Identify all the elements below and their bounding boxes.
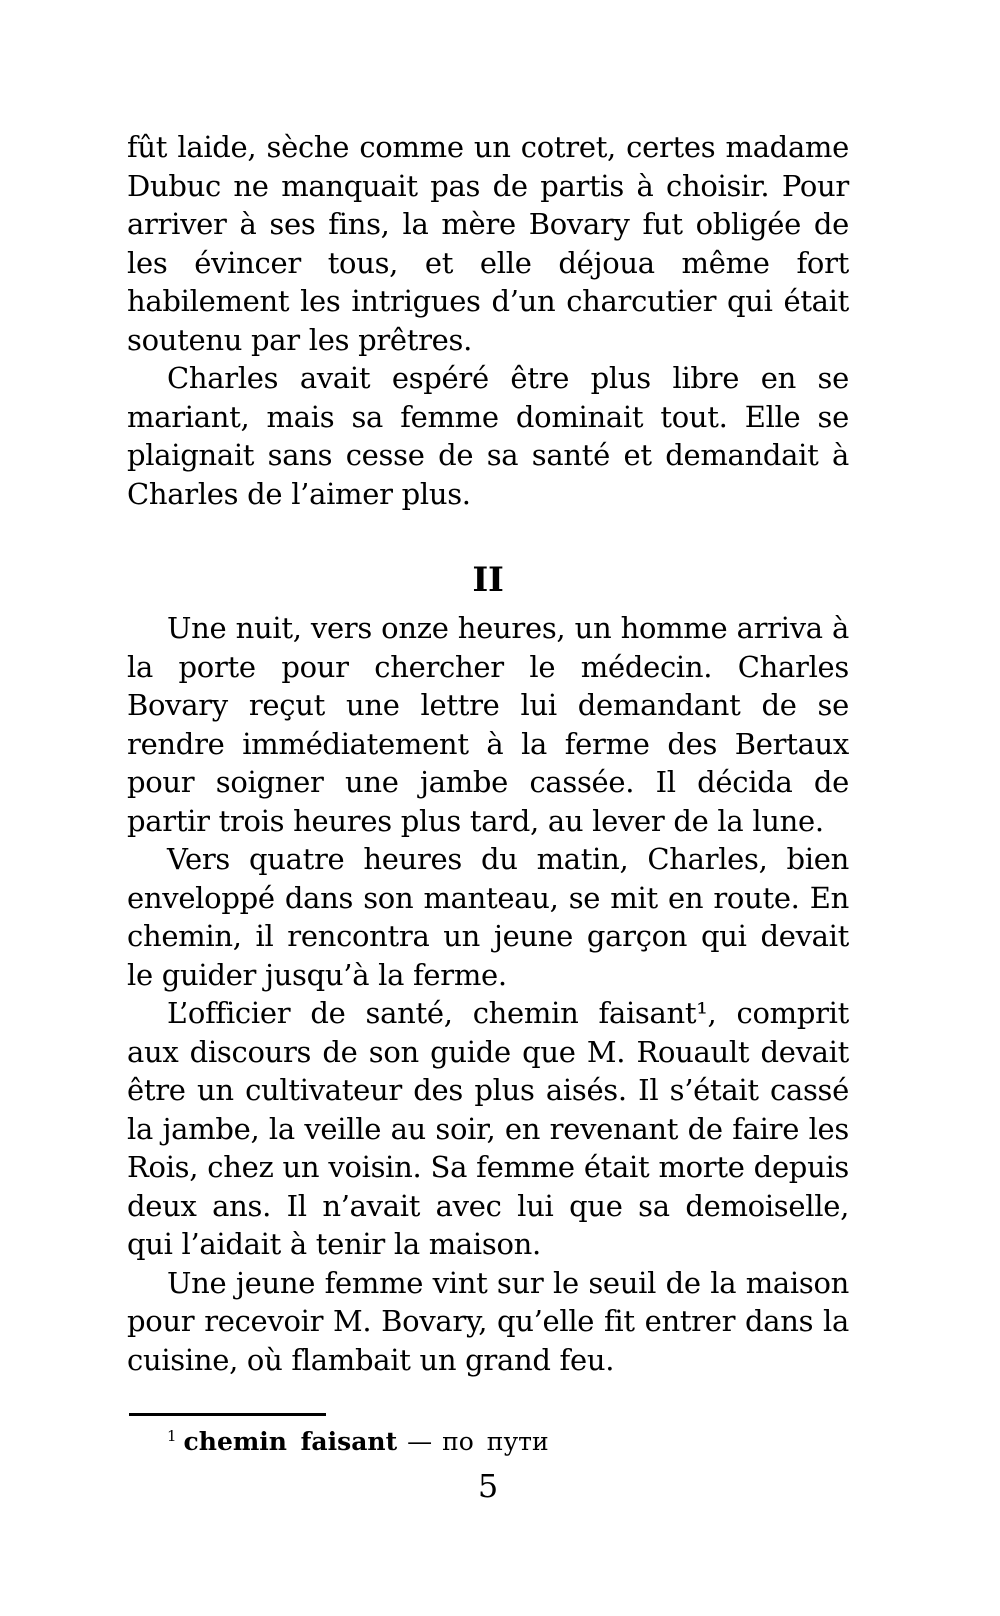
footnote-separator: — bbox=[407, 1427, 433, 1456]
page-number: 5 bbox=[477, 1467, 499, 1505]
paragraph-continuation: fût laide, sèche comme un cotret, certes madame Dubuc ne manquait pas de partis à choisir. Pour arriver à ses fins, la mère Bovary fut obligée de les évincer tous, et elle déjoua même fort habilement les intrigues d’un charcutier qui était soutenu par les prêtres. bbox=[127, 130, 849, 357]
footnote-marker: 1 bbox=[167, 1426, 177, 1445]
paragraph: Une nuit, vers onze heures, un homme arriva à la porte pour chercher le médecin. Charles Bovary reçut une lettre lui demandant de se rendre immédiatement à la ferme des Bertaux pour soigner une jambe cassée. Il décida de partir trois heures plus tard, au lever de la lune. bbox=[127, 611, 849, 838]
chapter-heading: II bbox=[472, 560, 504, 600]
paragraph: L’officier de santé, chemin faisant¹, comprit aux discours de son guide que M. Rouault devait être un cultivateur des plus aisés. Il s’était cassé la jambe, la veille au soir, en revenant de faire les Rois, chez un voisin. Sa femme était morte depuis deux ans. Il n’avait avec lui que sa demoiselle, qui l’aidait à tenir la maison. bbox=[127, 996, 849, 1261]
footnote-translation: по пути bbox=[442, 1427, 549, 1456]
paragraph: Vers quatre heures du matin, Charles, bien enveloppé dans son manteau, se mit en route. En chemin, il rencontra un jeune garçon qui devait le guider jusqu’à la ferme. bbox=[127, 842, 849, 992]
footnote bbox=[127, 1424, 849, 1460]
paragraph: Charles avait espéré être plus libre en se mariant, mais sa femme dominait tout. Elle se plaignait sans cesse de sa santé et demandait à Charles de l’aimer plus. bbox=[127, 361, 849, 511]
page-text-block bbox=[127, 128, 849, 1379]
paragraph: Une jeune femme vint sur le seuil de la maison pour recevoir M. Bovary, qu’elle fit entrer dans la cuisine, où flambait un grand feu. bbox=[127, 1265, 849, 1377]
footnote-rule bbox=[129, 1413, 326, 1416]
footnote-term: chemin faisant bbox=[183, 1427, 398, 1456]
